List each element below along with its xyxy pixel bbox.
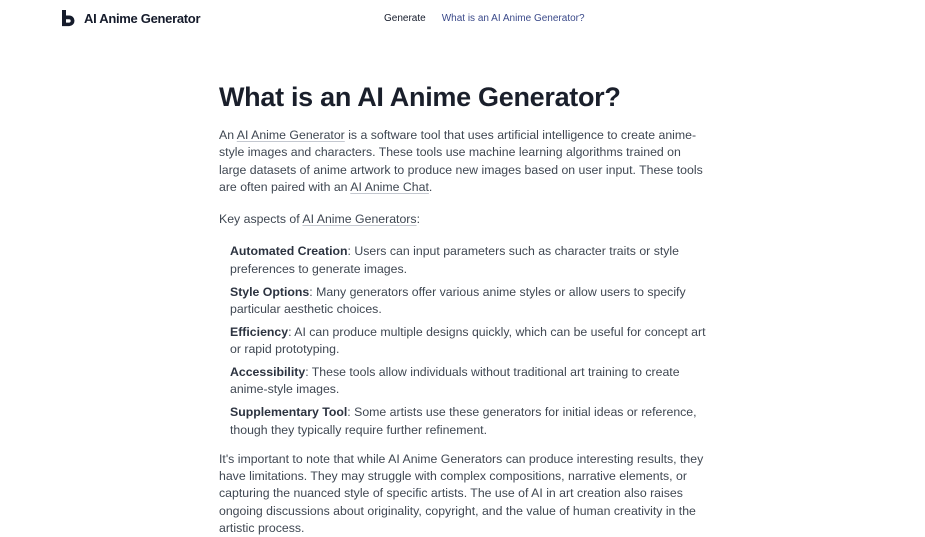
nav-generate[interactable]: Generate <box>384 13 426 24</box>
intro-text-start: An <box>219 128 237 142</box>
key-aspects-colon: : <box>416 212 420 227</box>
aspect-text: : Users can input parameters such as character traits or style preferences to generate images. <box>230 244 679 276</box>
list-item <box>230 324 709 359</box>
aspect-text: : Many generators offer various anime styles or allow users to specify particular aesthetic choices. <box>230 284 686 316</box>
ai-anime-generator-link[interactable]: AI Anime Generator <box>236 128 345 142</box>
logo-icon <box>61 10 75 27</box>
aspect-text: : Some artists use these generators for initial ideas or reference, though they typically require further refinement. <box>230 405 697 437</box>
main-nav <box>384 13 585 24</box>
key-aspects-text: Key aspects of <box>219 212 303 227</box>
list-item <box>230 364 709 399</box>
aspect-term: Style Options <box>230 284 310 299</box>
aspect-text: : AI can produce multiple designs quickly, which can be useful for concept art or rapid prototyping. <box>230 324 706 357</box>
nav-what-is[interactable]: What is an AI Anime Generator? <box>441 13 585 24</box>
ai-anime-chat-link[interactable]: AI Anime Chat <box>350 179 429 194</box>
brand-home-link[interactable] <box>61 10 200 27</box>
brand-name: AI Anime Generator <box>84 11 201 26</box>
list-item <box>230 404 709 439</box>
list-item <box>230 243 709 278</box>
list-item <box>230 284 709 319</box>
key-aspects-intro <box>219 211 709 228</box>
aspects-list <box>219 243 709 438</box>
intro-paragraph <box>219 127 709 196</box>
aspect-text: : These tools allow individuals without traditional art training to create anime-style images. <box>230 365 680 397</box>
aspect-term: Efficiency <box>230 324 289 339</box>
aspect-term: Supplementary Tool <box>230 405 348 420</box>
intro-text-end: . <box>428 179 433 194</box>
article <box>219 80 709 537</box>
intro-text-middle: is a software tool that uses artificial intelligence to create anime-style images and characters. These tools use machine learning algorithms trained on large datasets of anime artwork to produce new images based on user input. These tools are often paired with an <box>219 128 703 194</box>
aspect-term: Accessibility <box>230 365 306 380</box>
page-title: What is an AI Anime Generator? <box>219 82 621 112</box>
aspect-term: Automated Creation <box>230 244 348 259</box>
top-navigation <box>0 0 925 38</box>
ai-anime-generators-link[interactable]: AI Anime Generators <box>302 212 417 227</box>
closing-paragraph: It's important to note that while AI Anime Generators can produce interesting results, they have limitations. They may struggle with complex compositions, narrative elements, or capturing the nuanced style of specific artists. The use of AI in art creation also raises ongoing discussions about originality, copyright, and the value of human creativity in the artistic process. <box>219 451 704 536</box>
